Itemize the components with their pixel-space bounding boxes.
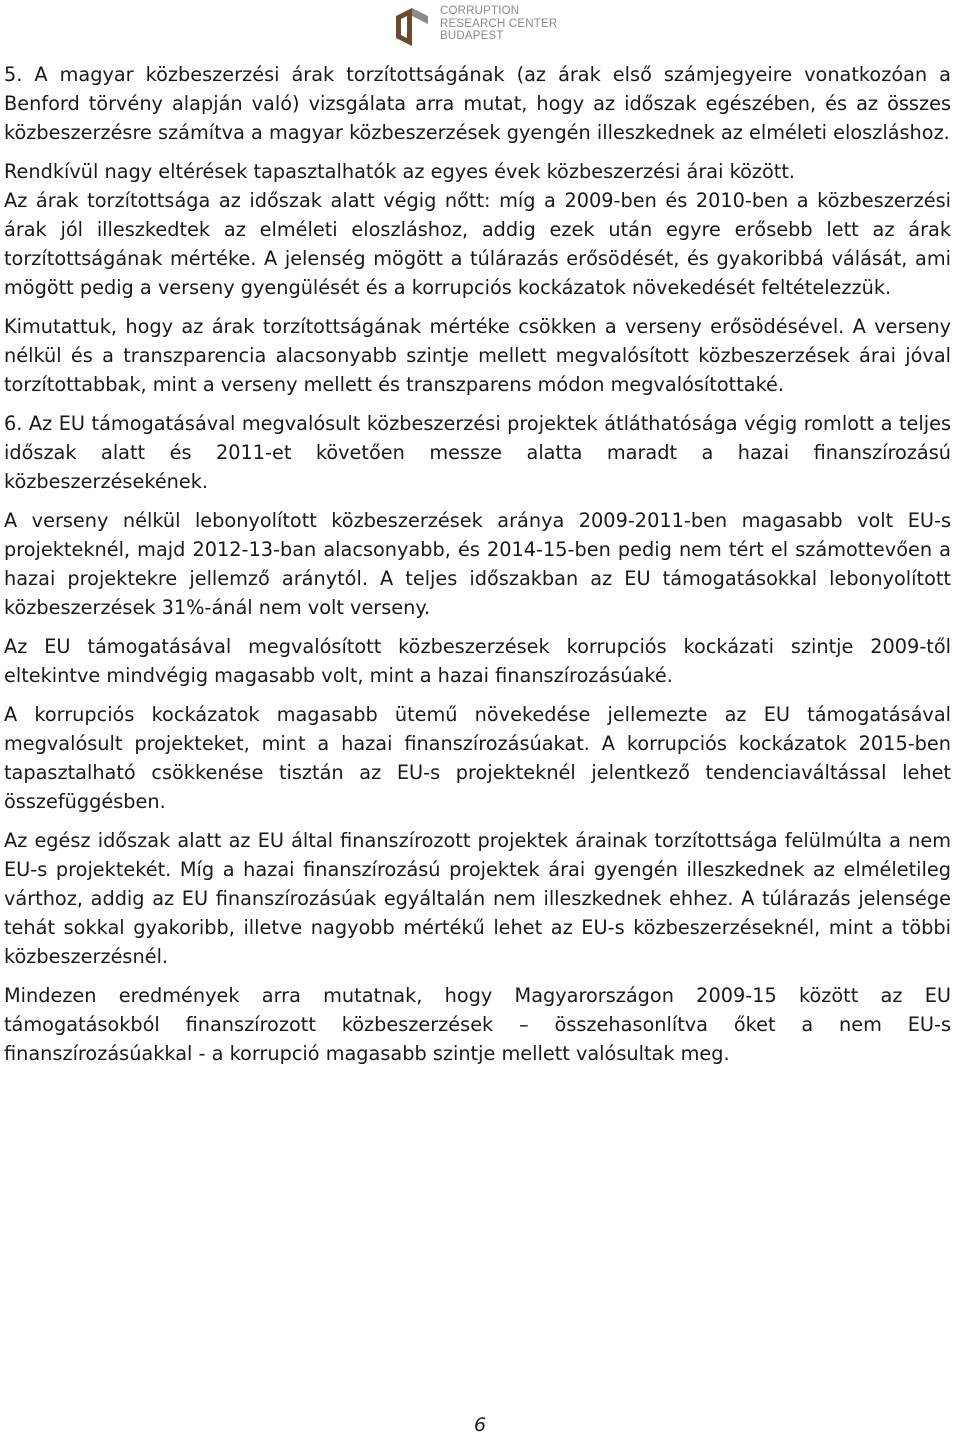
paragraph-risk-growth: A korrupciós kockázatok magasabb ütemű növekedése jellemezte az EU támogatásával megvalósult projekteket, mint a hazai finanszírozásúakat. A korrupciós kockázatok 2015-ben tapasztalható csökkenése tisztán az EU-s projekteknél jelentkező tendenciaváltással lehet összefüggésben. (4, 703, 951, 813)
paragraph-eu-corruption-risk: Az EU támogatásával megvalósított közbeszerzések korrupciós kockázati szintje 2009-től eltekintve mindvégig magasabb volt, mint a hazai finanszírozásúaké. (4, 635, 951, 687)
page-number: 6 (473, 1414, 487, 1436)
document-body (4, 60, 951, 1078)
paragraph-point-5-intro: 5. A magyar közbeszerzési árak torzítottságának (az árak első számjegyeire vonatkozóan a Benford törvény alapján való) vizsgálata arra mutat, hogy az időszak egészében, és az összes közbeszerzésre számítva a magyar közbeszerzések gyengén illeszkednek az elméleti eloszláshoz. (4, 63, 951, 144)
logo-line-3: BUDAPEST (440, 30, 504, 43)
paragraph-eu-price-distortion: Az egész időszak alatt az EU által finanszírozott projektek árainak torzítottsága felülmúlta a nem EU-s projektekét. Míg a hazai finanszírozású projektek árai gyengén illeszkednek az elméletileg várthoz, addig az EU finanszírozásúak egyáltalán nem illeszkednek ehhez. A túlárazás jelensége tehát sokkal gyakoribb, illetve nagyobb mértékű lehet az EU-s közbeszerzéseknél, mint a többi közbeszerzésnél. (4, 829, 951, 968)
logo-line-2: RESEARCH CENTER (440, 17, 558, 30)
paragraph-point-6-eu-transparency: 6. Az EU támogatásával megvalósult közbeszerzési projektek átláthatósága végig romlott a teljes időszak alatt és 2011-et követően messze alatta maradt a hazai finanszírozású közbeszerzésekének. (4, 412, 951, 493)
logo-line-1: CORRUPTION (440, 5, 520, 18)
logo-wordmark (440, 5, 557, 43)
header-logo (392, 2, 557, 46)
paragraph-no-competition-share: A verseny nélkül lebonyolított közbeszerzések aránya 2009-2011-ben magasabb volt EU-s projekteknél, majd 2012-13-ban alacsonyabb, és 2014-15-ben pedig nem tért el számottevően a hazai projektekre jellemző aránytól. A teljes időszakban az EU támogatásokkal lebonyolított közbeszerzések 31%-ánál nem volt verseny. (4, 509, 951, 619)
paragraph-conclusion: Mindezen eredmények arra mutatnak, hogy Magyarországon 2009-15 között az EU támogatásokból finanszírozott közbeszerzések – összehasonlítva őket a nem EU-s finanszírozásúakkal - a korrupció magasabb szintje mellett valósultak meg. (4, 984, 951, 1065)
paragraph-yearly-differences: Rendkívül nagy eltérések tapasztalhatók az egyes évek közbeszerzési árai között. (4, 160, 796, 183)
paragraph-competition-effect: Kimutattuk, hogy az árak torzítottságának mértéke csökken a verseny erősödésével. A verseny nélkül és a transzparencia alacsonyabb szintje mellett megvalósított közbeszerzések árai jóval torzítottabbak, mint a verseny mellett és transzparens módon megvalósítottaké. (4, 315, 951, 396)
paragraph-price-distortion: Az árak torzítottsága az időszak alatt végig nőtt: míg a 2009-ben és 2010-ben a közbeszerzési árak jól illeszkedtek az elméleti eloszláshoz, addig ezek után egyre erősebb lett az árak torzítottságának mértéke. A jelenség mögött a túlárazás erősödését, és gyakoribbá válását, ami mögött pedig a verseny gyengülését és a korrupciós kockázatok növekedését feltételezzük. (4, 189, 951, 299)
crcb-logo-icon (392, 2, 432, 46)
